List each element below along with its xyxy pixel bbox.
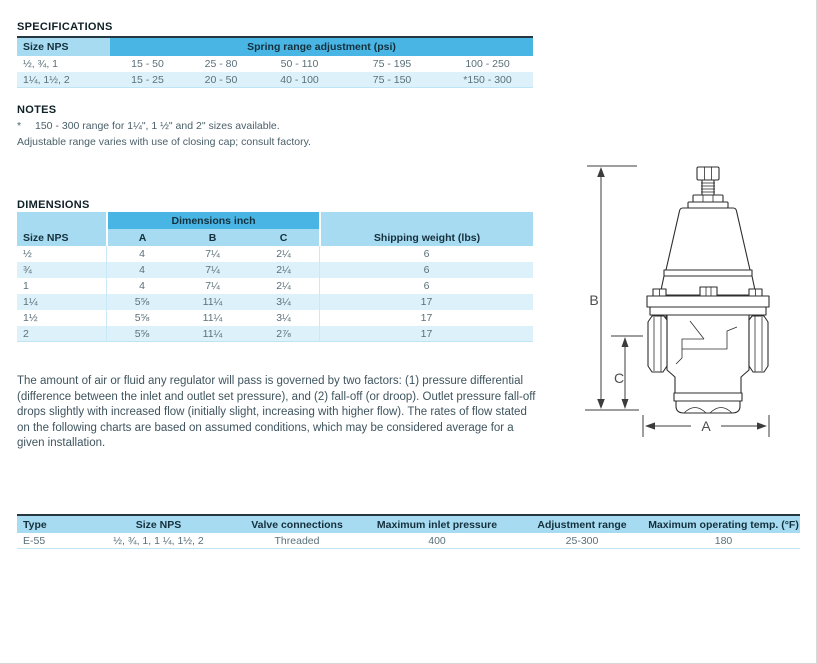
body-paragraph: The amount of air or fluid any regulator will pass is governed by two factors: (1) pressure differential (difference between the inlet and outlet set pressure), and (2) fall-off (or droop). Outlet pressure fall-off drops slightly with increased flow (initially slight, increasing with higher flow). The rates of flow stated on the following charts are based on assumed conditions, which may be considered average for a given installation. — [17, 375, 536, 450]
dims-cell: 6 — [319, 246, 533, 262]
dims-cell: 1½ — [23, 312, 38, 324]
dims-cell: 4 — [106, 246, 177, 262]
table-row — [17, 56, 533, 72]
dims-cell: 5⅝ — [106, 294, 177, 310]
dims-cell: 5⅝ — [106, 326, 177, 341]
specifications-title: SPECIFICATIONS — [17, 21, 113, 33]
dims-cell: 2 — [23, 327, 29, 340]
dims-cell: 2⅞ — [276, 327, 291, 340]
model-cell: 180 — [714, 534, 733, 547]
valve-drawing-svg — [577, 145, 817, 455]
spec-span-header: Spring range adjustment (psi) — [110, 38, 533, 56]
spec-cell: *150 - 300 — [463, 73, 512, 86]
table-row — [17, 294, 533, 310]
dims-cell: 6 — [319, 278, 533, 294]
dims-cell: 11¼ — [202, 312, 223, 324]
spec-cell: 15 - 25 — [131, 73, 164, 86]
spec-cell: 1¼, 1½, 2 — [23, 73, 70, 86]
specifications-table — [17, 36, 533, 88]
valve-body-drawing — [647, 167, 769, 413]
dims-cell: 2¼ — [276, 248, 291, 260]
model-cell: ½, ¾, 1, 1 ¼, 1½, 2 — [113, 534, 204, 547]
dims-col-c: C — [248, 229, 319, 246]
model-header-cell: Adjustment range — [537, 518, 627, 531]
model-header-cell: Size NPS — [135, 518, 182, 531]
spec-cell: 100 - 250 — [465, 58, 510, 70]
dims-cell: 7¼ — [205, 280, 220, 292]
dims-cell: 17 — [319, 326, 533, 341]
dims-cell: 1 — [23, 280, 29, 292]
dims-cell: 11¼ — [202, 327, 223, 340]
dims-header — [17, 212, 533, 246]
spec-cell: 15 - 50 — [131, 58, 164, 70]
dims-cell: 3¼ — [276, 296, 291, 308]
dims-cell: 17 — [319, 294, 533, 310]
spec-cell: 20 - 50 — [204, 73, 238, 86]
model-cell: E-55 — [23, 534, 46, 547]
spec-cell: 40 - 100 — [280, 73, 319, 86]
dims-cell: 2¼ — [276, 280, 291, 292]
model-header-cell: Type — [23, 518, 47, 531]
dims-group-header: Dimensions inch — [106, 212, 319, 229]
dims-cell: 17 — [319, 310, 533, 326]
dims-cell: ¾ — [23, 264, 32, 276]
model-cell: Threaded — [274, 534, 320, 547]
table-row — [17, 246, 533, 262]
dims-cell: 3¼ — [276, 312, 291, 324]
dims-weight-header: Shipping weight (lbs) — [319, 212, 533, 246]
notes-title: NOTES — [17, 104, 57, 116]
model-cell: 25-300 — [565, 534, 599, 547]
model-table — [17, 514, 800, 549]
dims-cell: 2¼ — [276, 264, 291, 276]
model-header-row — [17, 516, 800, 533]
dims-size-header: Size NPS — [17, 212, 106, 246]
dimensions-table — [17, 212, 533, 342]
note-line — [17, 136, 311, 148]
dims-cell: 1¼ — [23, 296, 38, 308]
dims-cell: 6 — [319, 262, 533, 278]
dims-cell: ½ — [23, 248, 32, 260]
dim-label-a: A — [701, 418, 711, 434]
note-text: 150 - 300 range for 1¼", 1 ½" and 2" sizes available. — [35, 120, 280, 132]
dims-cell: 11¼ — [202, 296, 223, 308]
spec-size-header: Size NPS — [17, 38, 110, 56]
table-row — [17, 72, 533, 88]
dims-cell: 4 — [106, 278, 177, 294]
note-line — [17, 120, 280, 132]
dim-label-c: C — [613, 370, 625, 386]
table-row — [17, 533, 800, 549]
spec-header-row — [17, 38, 533, 56]
dims-col-b: B — [177, 229, 248, 246]
dims-cell: 7¼ — [205, 264, 220, 276]
spec-cell: 50 - 110 — [280, 58, 319, 70]
note-text: Adjustable range varies with use of closing cap; consult factory. — [17, 136, 311, 148]
spec-cell: 25 - 80 — [204, 58, 238, 70]
model-header-cell: Maximum inlet pressure — [376, 518, 498, 531]
dims-cell: 4 — [106, 262, 177, 278]
spec-cell: 75 - 195 — [372, 58, 412, 70]
table-row — [17, 278, 533, 294]
table-row — [17, 262, 533, 278]
dims-cell: 7¼ — [205, 248, 220, 260]
dims-col-a: A — [106, 229, 177, 246]
dim-label-b: B — [589, 292, 599, 308]
model-cell: 400 — [428, 534, 446, 547]
model-header-cell: Valve connections — [251, 518, 343, 531]
table-row — [17, 326, 533, 342]
dims-cell: 5⅝ — [106, 310, 177, 326]
spec-cell: 75 - 150 — [372, 73, 412, 86]
valve-diagram — [577, 145, 817, 455]
spec-cell: ½, ¾, 1 — [23, 58, 59, 70]
table-row — [17, 310, 533, 326]
note-marker: * — [17, 120, 22, 132]
model-header-cell: Maximum operating temp. (°F) — [648, 518, 799, 531]
dimensions-title: DIMENSIONS — [17, 199, 90, 211]
